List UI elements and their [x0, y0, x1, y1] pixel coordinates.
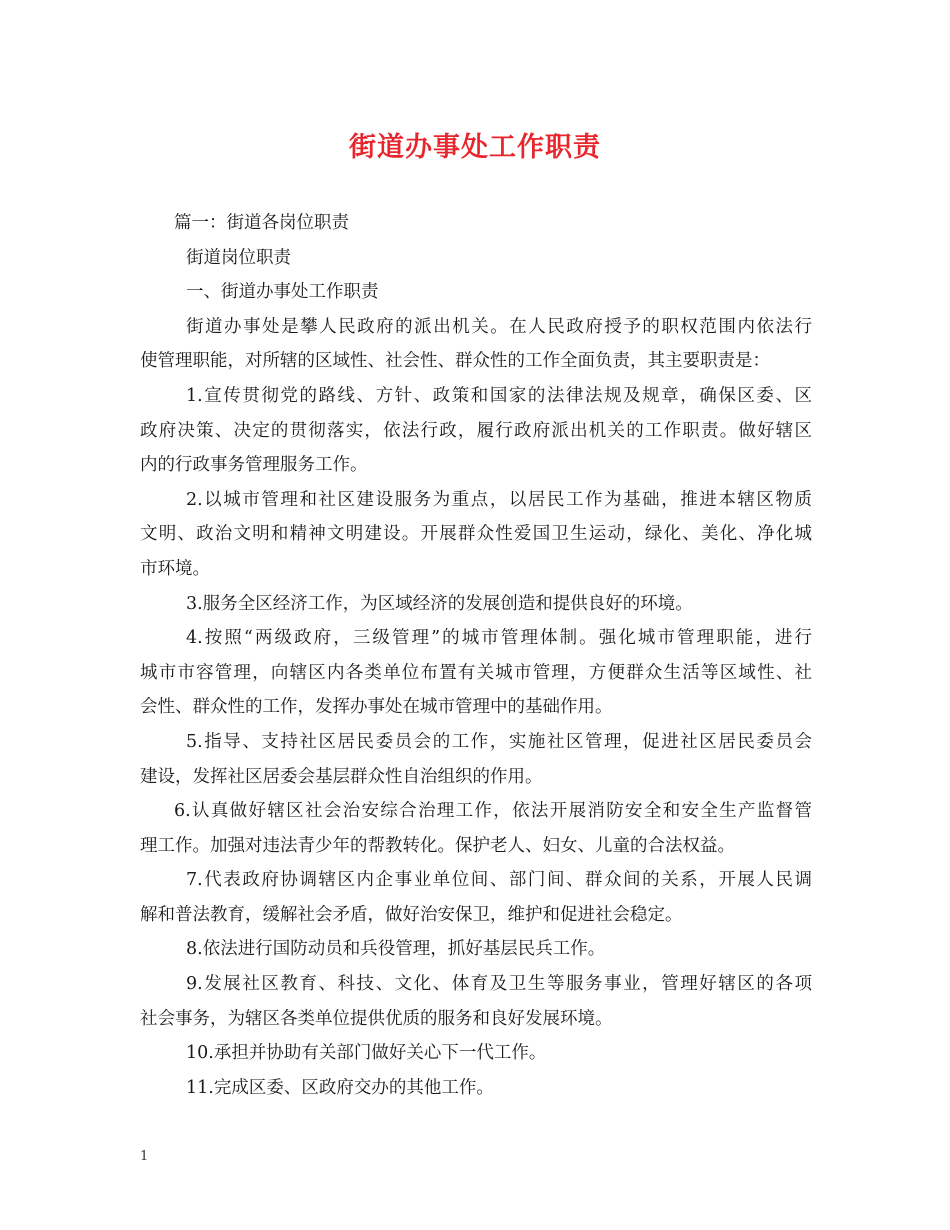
paragraph-line: 会性、群众性的工作，发挥办事处在城市管理中的基础作用。 — [140, 697, 613, 718]
paragraph-line: 2.以城市管理和社区建设服务为重点，以居民工作为基础，推进本辖区物质 — [186, 489, 812, 510]
paragraph-line: 社会事务，为辖区各类单位提供优质的服务和良好发展环境。 — [140, 1008, 613, 1029]
document-title: 街道办事处工作职责 — [349, 132, 601, 163]
paragraph-line: 街道岗位职责 — [186, 247, 291, 268]
document-body — [140, 206, 812, 1105]
paragraph-line: 市环境。 — [140, 558, 210, 579]
paragraph-line: 7.代表政府协调辖区内企事业单位间、部门间、群众间的关系，开展人民调 — [186, 870, 812, 891]
paragraph-line: 篇一：街道各岗位职责 — [174, 213, 349, 233]
paragraph-line: 理工作。加强对违法青少年的帮教转化。保护老人、妇女、儿童的合法权益。 — [140, 835, 735, 856]
paragraph-line: 街道办事处是攀人民政府的派出机关。在人民政府授予的职权范围内依法行 — [186, 316, 812, 337]
paragraph-line: 11.完成区委、区政府交办的其他工作。 — [186, 1077, 494, 1098]
page-number: 1 — [140, 1149, 149, 1164]
paragraph-line: 4.按照“两级政府，三级管理”的城市管理体制。强化城市管理职能，进行 — [186, 628, 812, 649]
paragraph-line: 文明、政治文明和精神文明建设。开展群众性爱国卫生运动，绿化、美化、净化城 — [140, 524, 812, 545]
paragraph-line: 建设，发挥社区居委会基层群众性自治组织的作用。 — [140, 766, 543, 787]
paragraph-line: 1.宣传贯彻党的路线、方针、政策和国家的法律法规及规章，确保区委、区 — [186, 385, 812, 406]
paragraph-line: 9.发展社区教育、科技、文化、体育及卫生等服务事业，管理好辖区的各项 — [186, 974, 812, 995]
paragraph-line: 3.服务全区经济工作，为区域经济的发展创造和提供良好的环境。 — [186, 593, 693, 614]
paragraph-line: 一、街道办事处工作职责 — [186, 282, 379, 303]
paragraph-line: 10.承担并协助有关部门做好关心下一代工作。 — [186, 1043, 547, 1064]
paragraph-line: 城市市容管理，向辖区内各类单位布置有关城市管理，方便群众生活等区域性、社 — [140, 662, 812, 683]
paragraph-line: 5.指导、支持社区居民委员会的工作，实施社区管理，促进社区居民委员会 — [186, 731, 812, 752]
paragraph-line: 政府决策、决定的贯彻落实，依法行政，履行政府派出机关的工作职责。做好辖区 — [140, 420, 812, 441]
paragraph-line: 内的行政事务管理服务工作。 — [140, 455, 368, 476]
paragraph-line: 解和普法教育，缓解社会矛盾，做好治安保卫，维护和促进社会稳定。 — [140, 904, 683, 925]
paragraph-line: 6.认真做好辖区社会治安综合治理工作，依法开展消防安全和安全生产监督管 — [174, 801, 812, 822]
paragraph-line: 使管理职能，对所辖的区域性、社会性、群众性的工作全面负责，其主要职责是： — [140, 351, 770, 372]
paragraph-line: 8.依法进行国防动员和兵役管理，抓好基层民兵工作。 — [186, 939, 606, 960]
